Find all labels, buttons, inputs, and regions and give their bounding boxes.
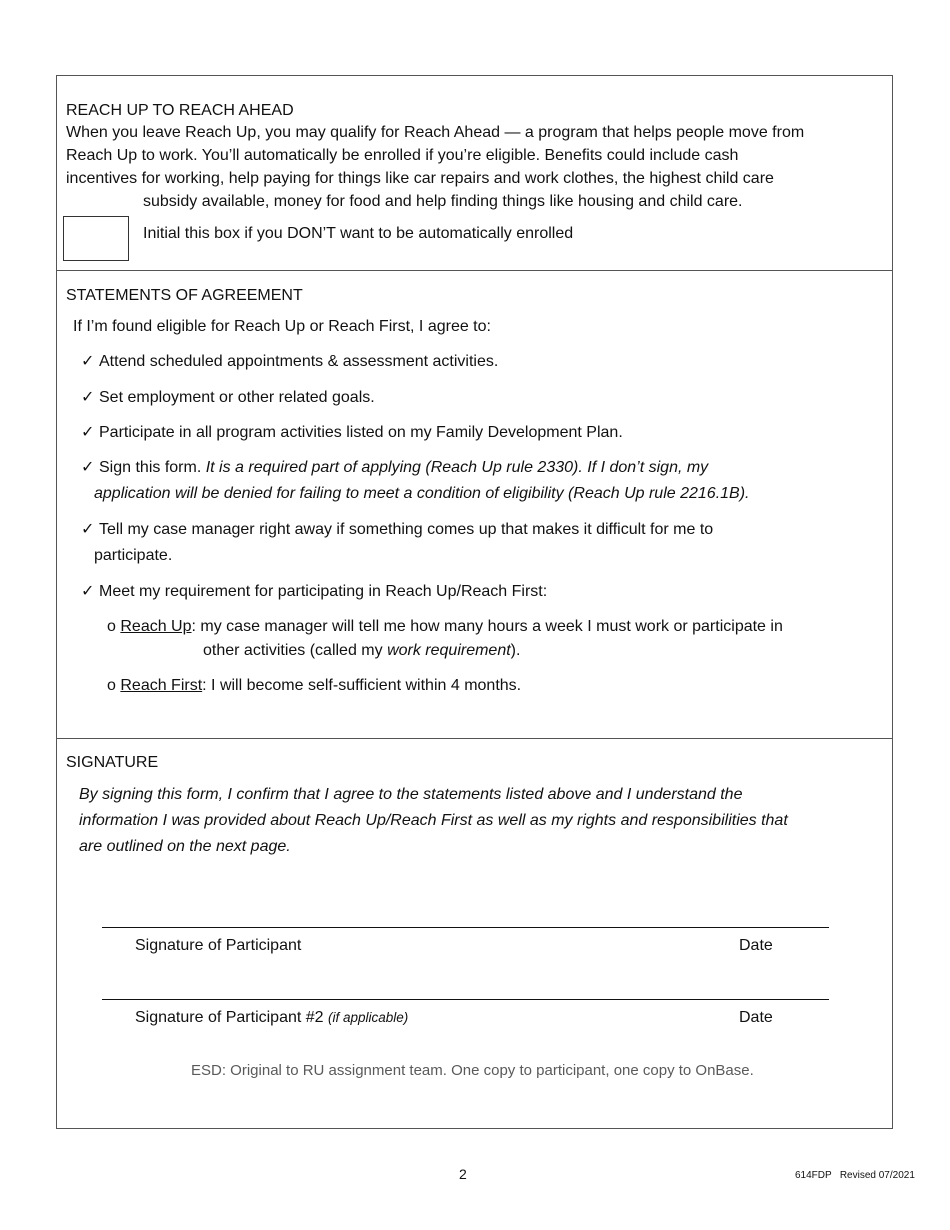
agreement-item-italic: It is a required part of applying (Reach Up rule 2330). If I don’t sign, my: [205, 459, 709, 476]
sub-item-reach-up-continued: [203, 640, 520, 662]
agreement-item-text: Meet my requirement for participating in Reach Up/Reach First:: [99, 583, 548, 600]
checkmark-icon: ✓: [81, 583, 95, 600]
sub-item-reach-first: [107, 675, 521, 697]
reach-ahead-text-line-4: subsidy available, money for food and help finding things like housing and child care.: [143, 193, 743, 210]
agreement-heading: STATEMENTS OF AGREEMENT: [66, 287, 303, 304]
agreement-item-text: Set employment or other related goals.: [99, 389, 375, 406]
if-applicable-note: (if applicable): [328, 1010, 409, 1025]
reach-first-text: : I will become self-sufficient within 4 months.: [202, 677, 522, 694]
opt-out-box-label: Initial this box if you DON’T want to be automatically enrolled: [143, 225, 574, 242]
agreement-item-text: Tell my case manager right away if something comes up that makes it difficult for me to: [99, 521, 714, 538]
signature-statement-line-1: By signing this form, I confirm that I agree to the statements listed above and I understand the: [79, 786, 743, 803]
checkmark-icon: ✓: [81, 424, 95, 441]
reach-ahead-text-line-2: Reach Up to work. You’ll automatically be enrolled if you’re eligible. Benefits could include cash: [66, 147, 739, 164]
agreement-intro: If I’m found eligible for Reach Up or Reach First, I agree to:: [73, 318, 491, 335]
agreement-item-5-continued: participate.: [94, 547, 173, 564]
agreement-item-2: [81, 387, 375, 409]
form-id: 614FDP Revised 07/2021: [795, 1170, 915, 1181]
sub-item-reach-up: [107, 616, 783, 638]
opt-out-initial-box[interactable]: [63, 216, 129, 261]
work-requirement-term: work requirement: [387, 642, 511, 659]
participant-date-label: Date: [739, 937, 773, 954]
agreement-item-text: Participate in all program activities listed on my Family Development Plan.: [99, 424, 623, 441]
signature-statement-line-2: information I was provided about Reach Up/Reach First as well as my rights and responsibilities that: [79, 812, 788, 829]
signature-section: [57, 739, 892, 1130]
signature-heading: SIGNATURE: [66, 754, 159, 771]
participant-signature-label: Signature of Participant: [135, 937, 302, 954]
agreement-section: [57, 271, 892, 739]
reach-ahead-text-line-1: When you leave Reach Up, you may qualify for Reach Ahead — a program that helps people move from: [66, 124, 805, 141]
checkmark-icon: ✓: [81, 389, 95, 406]
form-frame: [56, 75, 893, 1129]
agreement-item-1: [81, 351, 498, 373]
signature-statement-line-3: are outlined on the next page.: [79, 838, 291, 855]
checkmark-icon: ✓: [81, 353, 95, 370]
reach-up-label: Reach Up: [120, 618, 192, 635]
reach-up-text-continued: other activities (called my: [203, 642, 388, 659]
agreement-item-text: Sign this form.: [99, 459, 206, 476]
agreement-item-6: [81, 581, 547, 603]
bullet-icon: o: [107, 618, 116, 635]
checkmark-icon: ✓: [81, 459, 95, 476]
agreement-item-4: [81, 457, 708, 479]
participant-signature-line[interactable]: [102, 927, 829, 928]
distribution-note: ESD: Original to RU assignment team. One copy to participant, one copy to OnBase.: [191, 1062, 754, 1079]
participant-2-signature-label: [135, 1007, 408, 1029]
agreement-item-3: [81, 422, 623, 444]
checkmark-icon: ✓: [81, 521, 95, 538]
agreement-item-4-continued: application will be denied for failing to meet a condition of eligibility (Reach Up rule 2216.1B).: [94, 485, 750, 502]
agreement-item-text: Attend scheduled appointments & assessment activities.: [99, 353, 499, 370]
participant-2-date-label: Date: [739, 1009, 773, 1026]
participant-2-signature-line[interactable]: [102, 999, 829, 1000]
reach-ahead-section: [57, 76, 892, 271]
reach-first-label: Reach First: [120, 677, 203, 694]
reach-up-text-end: ).: [510, 642, 521, 659]
reach-ahead-text-line-3: incentives for working, help paying for things like car repairs and work clothes, the highest child care: [66, 170, 774, 187]
reach-ahead-heading: REACH UP TO REACH AHEAD: [66, 102, 294, 119]
agreement-item-5: [81, 519, 713, 541]
bullet-icon: o: [107, 677, 116, 694]
participant-2-label-text: Signature of Participant #2: [135, 1009, 329, 1026]
reach-up-text: : my case manager will tell me how many hours a week I must work or participate in: [191, 618, 783, 635]
page-number: 2: [459, 1166, 467, 1182]
